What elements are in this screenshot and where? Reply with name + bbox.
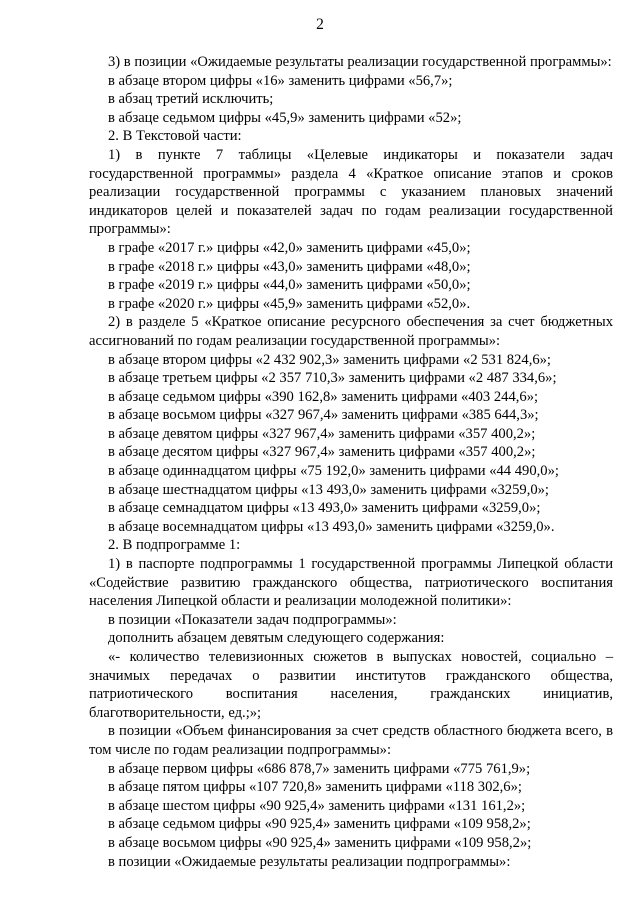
paragraph: в абзаце первом цифры «686 878,7» заменить цифрами «775 761,9»; [108,760,531,777]
paragraph: в абзаце шестом цифры «90 925,4» заменить цифрами «131 161,2»; [108,797,526,814]
paragraph: в позиции «Показатели задач подпрограммы»: [108,611,397,628]
paragraph: 2. В подпрограмме 1: [108,537,241,554]
paragraph: в абзаце седьмом цифры «390 162,8» заменить цифрами «403 244,6»; [108,388,539,405]
paragraph: в абзаце восьмом цифры «90 925,4» заменить цифрами «109 958,2»; [108,834,532,851]
paragraph: в абзаце третьем цифры «2 357 710,3» заменить цифрами «2 487 334,6»; [108,370,557,387]
document-body [89,53,613,871]
paragraph: в графе «2018 г.» цифры «43,0» заменить цифрами «48,0»; [108,258,471,275]
paragraph: в графе «2019 г.» цифры «44,0» заменить цифрами «50,0»; [108,277,471,294]
paragraph: в абзаце десятом цифры «327 967,4» заменить цифрами «357 400,2»; [108,444,536,461]
paragraph: 1) в паспорте подпрограммы 1 государственной программы Липецкой области «Содействие развитию гражданского общества, патриотического воспитания населения Липецкой области и реализации молодежной политики»: [89,556,613,610]
paragraph: дополнить абзацем девятым следующего содержания: [108,630,445,647]
paragraph: «- количество телевизионных сюжетов в выпусках новостей, социально – значимых передачах о развитии институтов гражданского общества, патриотического воспитания населения, гражданских инициатив, благотворительности, ед.;»; [89,649,613,721]
paragraph: в абзаце восьмом цифры «327 967,4» заменить цифрами «385 644,3»; [108,407,539,424]
paragraph: 3) в позиции «Ожидаемые результаты реализации государственной программы»: [108,54,612,70]
paragraph: в абзаце седьмом цифры «90 925,4» заменить цифрами «109 958,2»; [108,816,531,833]
paragraph: в абзаце восемнадцатом цифры «13 493,0» заменить цифрами «3259,0». [108,518,555,535]
paragraph: в абзаце девятом цифры «327 967,4» заменить цифрами «357 400,2»; [108,425,536,442]
paragraph: 2) в разделе 5 «Краткое описание ресурсного обеспечения за счет бюджетных ассигнований по годам реализации государственной программы»: [89,314,613,349]
paragraph: в абзаце седьмом цифры «45,9» заменить цифрами «52»; [108,109,462,126]
paragraph: в позиции «Ожидаемые результаты реализации подпрограммы»: [108,853,511,870]
page-number: 2 [316,16,324,33]
paragraph: 1) в пункте 7 таблицы «Целевые индикаторы и показатели задач государственной программы» раздела 4 «Краткое описание этапов и сроков реализации государственной программы с указанием плановых значений индикаторов целей и показателей задач по годам реализации государственной программы»: [89,146,613,238]
paragraph: в графе «2020 г.» цифры «45,9» заменить цифрами «52,0». [108,295,471,312]
paragraph: в абзац третий исключить; [108,91,274,108]
paragraph: 2. В Текстовой части: [108,128,242,145]
paragraph: в позиции «Объем финансирования за счет средств областного бюджета всего, в том числе по годам реализации подпрограммы»: [89,723,613,758]
paragraph: в абзаце втором цифры «2 432 902,3» заменить цифрами «2 531 824,6»; [108,351,551,368]
paragraph: в абзаце пятом цифры «107 720,8» заменить цифрами «118 302,6»; [108,779,522,796]
paragraph: в абзаце семнадцатом цифры «13 493,0» заменить цифрами «3259,0»; [108,500,541,517]
paragraph: в абзаце одиннадцатом цифры «75 192,0» заменить цифрами «44 490,0»; [108,463,559,480]
paragraph: в абзаце шестнадцатом цифры «13 493,0» заменить цифрами «3259,0»; [108,481,549,498]
paragraph: в абзаце втором цифры «16» заменить цифрами «56,7»; [108,72,453,89]
paragraph: в графе «2017 г.» цифры «42,0» заменить цифрами «45,0»; [108,239,471,256]
